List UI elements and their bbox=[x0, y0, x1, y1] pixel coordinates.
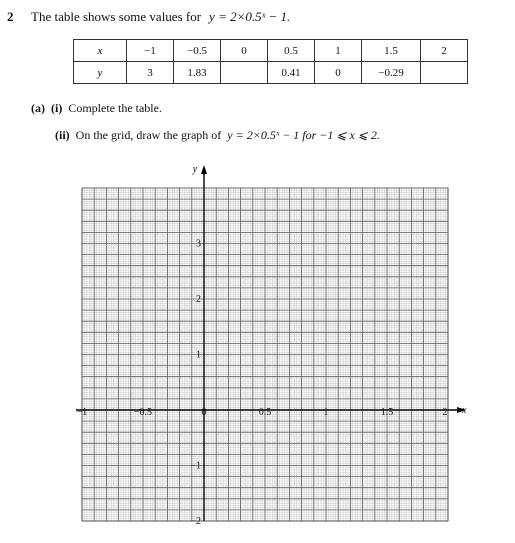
part-a-label: (a) bbox=[31, 101, 45, 115]
table-cell: 1.5 bbox=[362, 40, 421, 62]
x-axis-label: x bbox=[462, 405, 467, 416]
table-cell: 0.5 bbox=[268, 40, 315, 62]
table-cell: 0 bbox=[315, 62, 362, 84]
part-ii-text: On the grid, draw the graph of bbox=[75, 128, 222, 142]
intro-equation: y = 2×0.5ˣ − 1. bbox=[209, 9, 291, 24]
x-tick-label: −1 bbox=[76, 407, 88, 418]
table-cell: 0 bbox=[221, 40, 268, 62]
y-tick-label: 3 bbox=[196, 238, 201, 250]
table-cell: −0.29 bbox=[362, 62, 421, 84]
x-tick-label: 0 bbox=[201, 407, 207, 418]
grid-major-lines bbox=[82, 188, 448, 521]
x-tick-label: −0.5 bbox=[133, 407, 153, 418]
y-tick-label: 2 bbox=[196, 294, 201, 305]
intro-text: The table shows some values for bbox=[31, 9, 202, 24]
x-tick-label: 1.5 bbox=[380, 407, 394, 418]
question-number: 2 bbox=[7, 9, 14, 24]
part-ii-equation: y = 2×0.5ˣ − 1 for −1 ⩽ x ⩽ 2. bbox=[227, 128, 380, 142]
table-cell: 1.83 bbox=[174, 62, 221, 84]
x-tick-label: 1 bbox=[323, 407, 329, 418]
x-tick-label: 2 bbox=[442, 407, 448, 418]
y-tick-label: 1 bbox=[196, 349, 201, 361]
y-axis-arrow-icon bbox=[201, 165, 207, 174]
table-cell: 1 bbox=[315, 40, 362, 62]
part-i-text: Complete the table. bbox=[68, 101, 162, 115]
table-header-x: x bbox=[74, 40, 127, 62]
y-tick-label: −1 bbox=[190, 460, 201, 472]
y-tick-label: −2 bbox=[190, 516, 201, 527]
x-tick-label: 0.5 bbox=[258, 407, 272, 418]
table-cell: 0.41 bbox=[268, 62, 315, 84]
part-ii-label: (ii) bbox=[55, 128, 70, 142]
table-cell: 2 bbox=[421, 40, 468, 62]
table-cell: 3 bbox=[127, 62, 174, 84]
table-cell: −1 bbox=[127, 40, 174, 62]
part-i-label: (i) bbox=[51, 101, 63, 115]
table-cell: −0.5 bbox=[174, 40, 221, 62]
table-header-y: y bbox=[74, 62, 127, 84]
y-axis-label: y bbox=[192, 164, 198, 175]
